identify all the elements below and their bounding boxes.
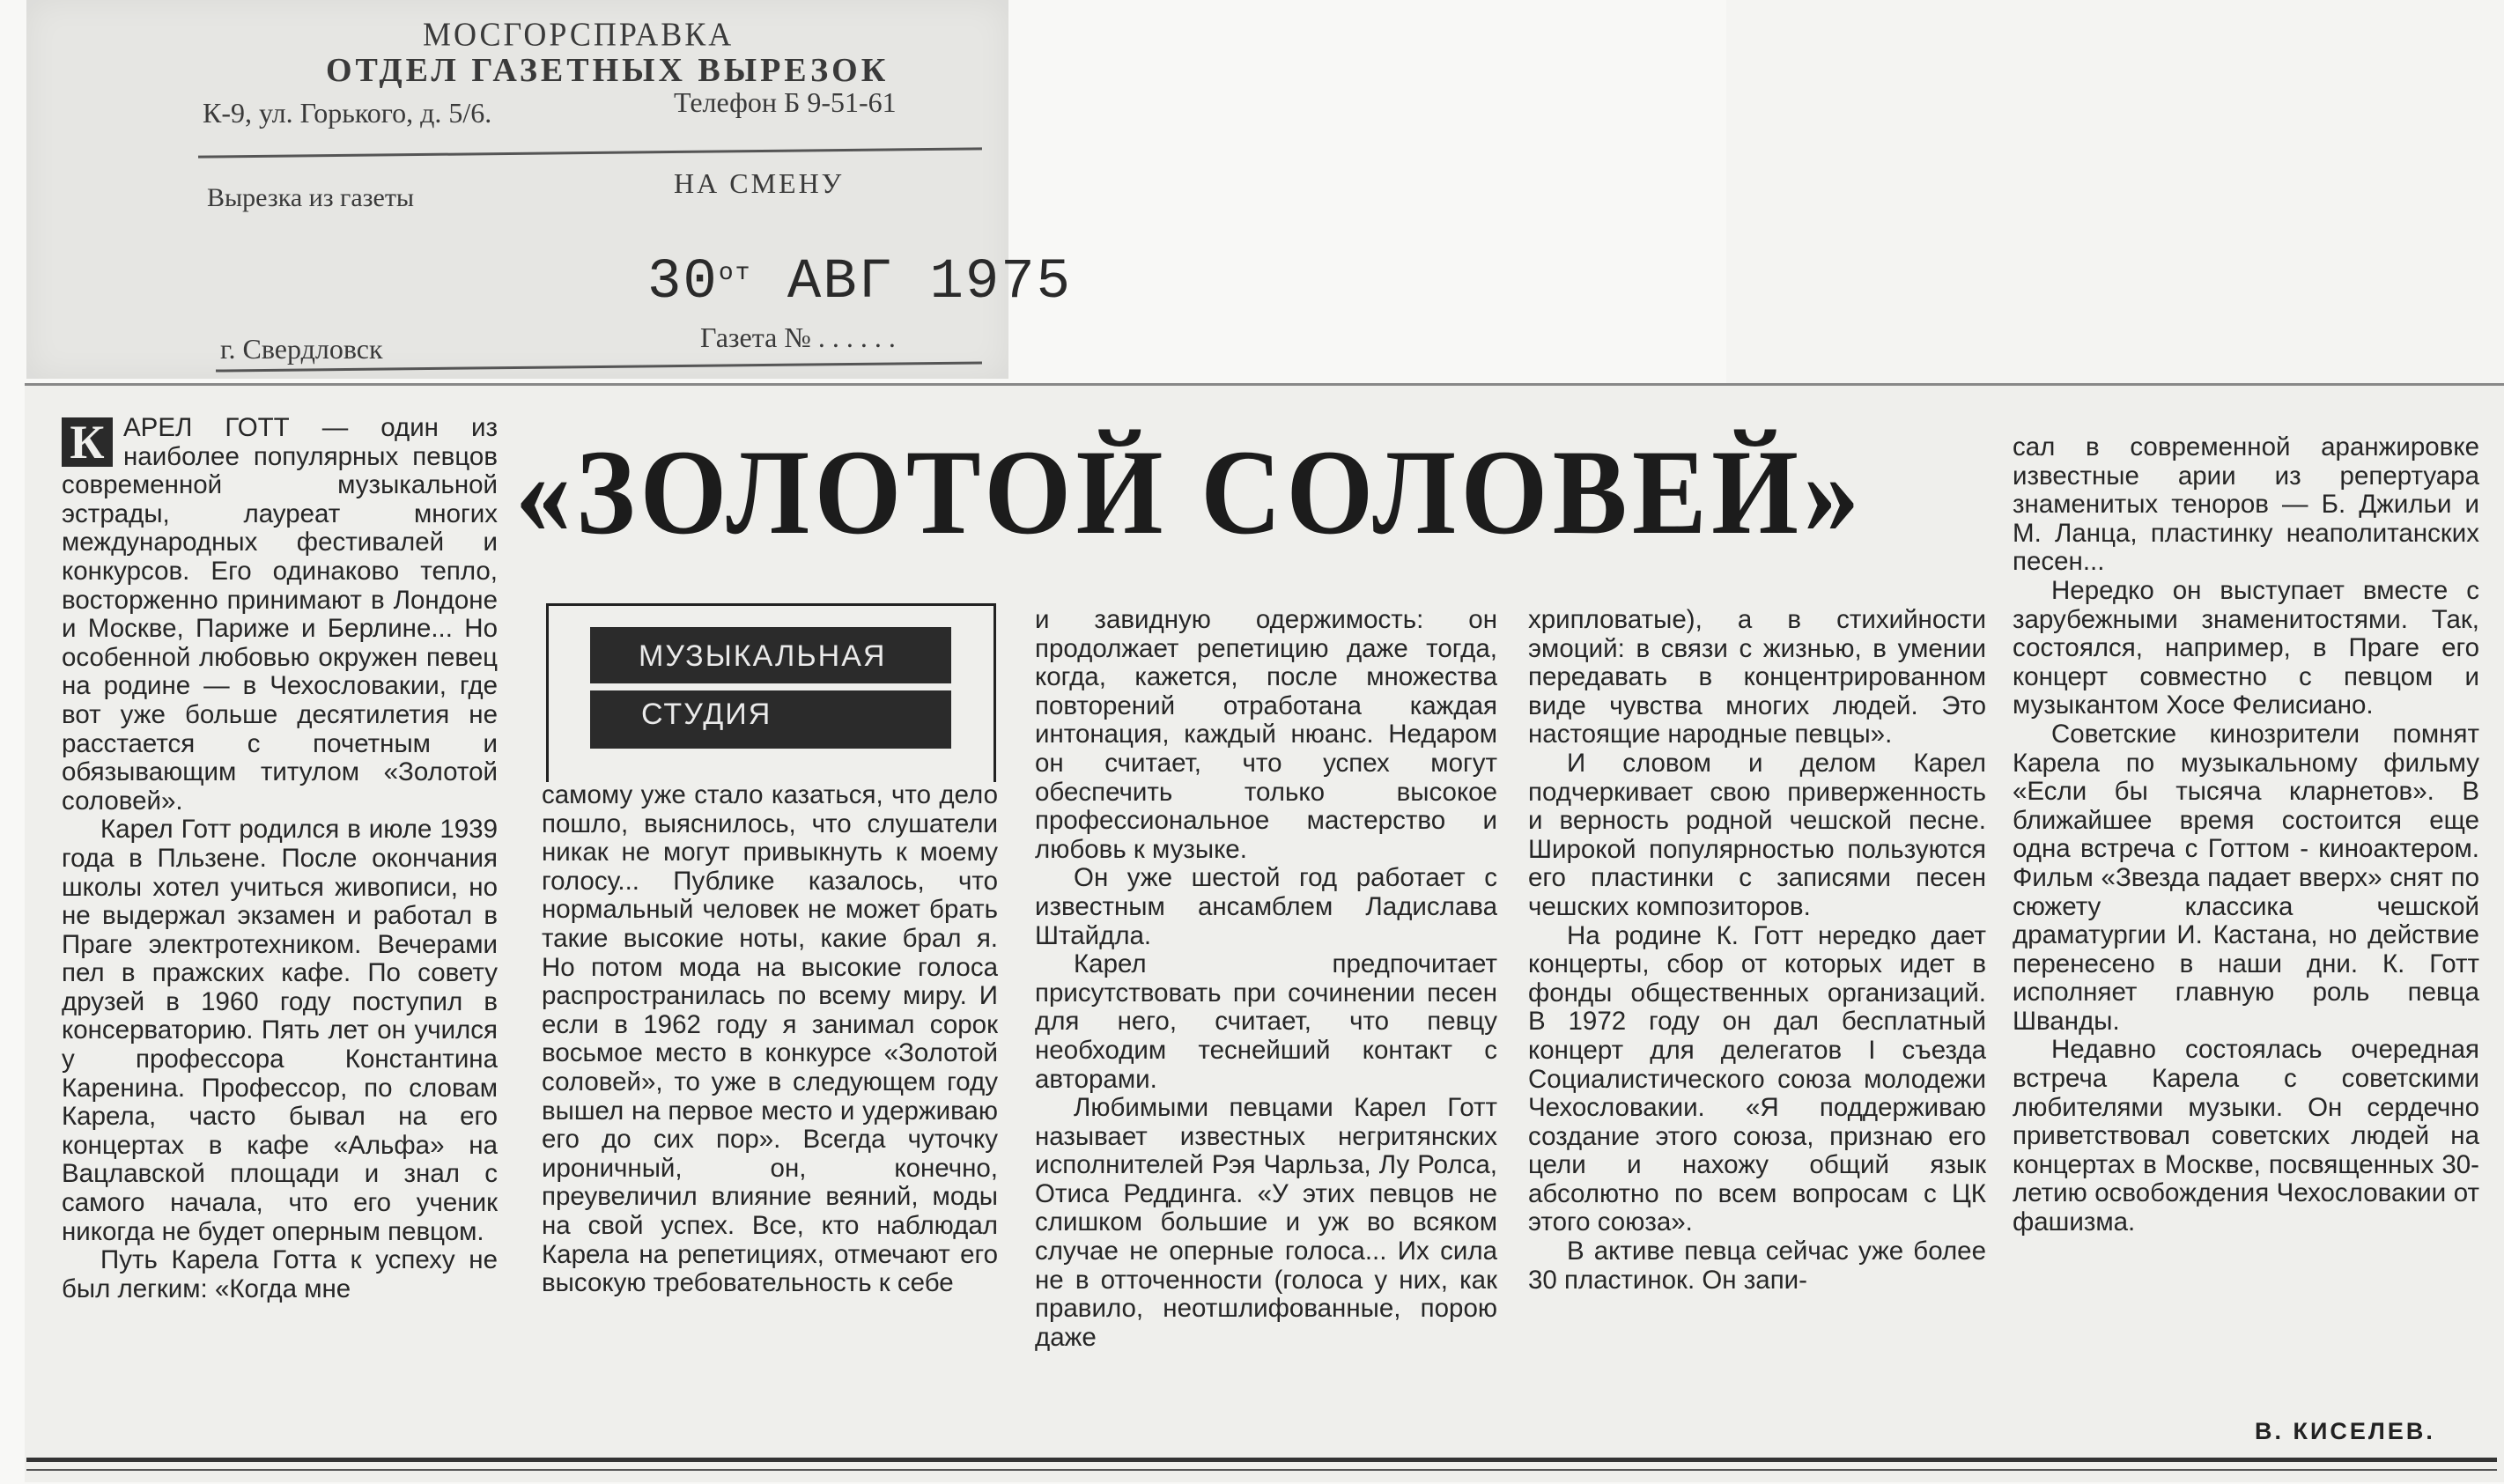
service-phone: Телефон Б 9-51-61 — [674, 86, 897, 118]
clipping-service-label — [26, 0, 1073, 379]
newspaper-name: НА СМЕНУ — [674, 167, 845, 199]
rubric-line-2: СТУДИЯ — [641, 698, 772, 731]
column-1-paragraph-3: Путь Карела Готта к успеху не был легким: «Когда мне — [62, 1245, 498, 1303]
column-5-paragraph-4: Недавно состоялась очередная встреча Карела с советскими любителями музыки. Он сердечно приветствовал советских людей на концертах в Москве, посвященных 30-летию освобождения Чехословакии от фашизма. — [2013, 1035, 2479, 1237]
city-label: г. Свердловск — [220, 333, 383, 365]
column-3-paragraph-4: Любимыми певцами Карел Готт называет известных негритянских исполнителей Рэя Чарльза, Лу Ролса, Отиса Реддинга. «У этих певцов не слишком большие и уж во всяком случае не оперные голоса... Их сила не в отточенности (голоса у них, как правило, неотшлифованные, порою даже — [1035, 1093, 1497, 1352]
article-column-1 — [62, 414, 498, 1303]
article-column-2 — [542, 781, 998, 1298]
column-3-paragraph-3: Карел предпочитает присутствовать при сочинении песен для него, считает, что певцу необходим теснейший контакт с авторами. — [1035, 949, 1497, 1094]
clip-from-label: Вырезка из газеты — [207, 183, 415, 212]
article-column-4 — [1528, 606, 1986, 1295]
rubric-box — [590, 627, 951, 749]
bottom-rule — [26, 1458, 2497, 1462]
issue-number-label: Газета № . . . . . . — [700, 321, 896, 353]
column-1-paragraph-1: АРЕЛ ГОТТ — один из наиболее популярных певцов современной музыкальной эстрады, лауреат многих международных фестивалей и конкурсов. Его одинаково тепло, восторженно принимают в Лондоне и Москве, Париже и Берлине... Но особенной любовью окружен певец на родине — в Чехословакии, где вот уже больше десятилетия не расстается с почетным и обязывающим титулом «Золотой соловей». — [62, 413, 498, 816]
service-department: ОТДЕЛ ГАЗЕТНЫХ ВЫРЕЗОК — [326, 52, 890, 89]
article-column-5 — [2013, 433, 2479, 1237]
column-5-paragraph-2: Нередко он выступает вместе с зарубежными знаменитостями. Так, состоялся, например, в Праге его концерт совместно с певцом и музыкантом Хосе Фелисиано. — [2013, 575, 2479, 720]
scan-background — [1726, 0, 2504, 388]
date-stamp-day: 30 — [647, 251, 719, 314]
column-2-paragraph-1: самому уже стало казаться, что дело пошло, выяснилось, что слушатели никак не могут привыкнуть к моему голосу... Публике казалось, что нормальный человек не может брать такие высокие ноты, какие брал я. Но потом мода на высокие голоса распространилась по всему миру. И если в 1962 году я занимал сорок восьмое место в конкурсе «Золотой соловей», то уже в следующем году вышел на первое место и удерживаю его до сих пор». Всегда чуточку ироничный, он, конечно, преувеличил влияние веяний, моды на свой успех. Все, кто наблюдал Карела на репетициях, отмечают его высокую требовательность к себе — [542, 780, 998, 1298]
rubric-line-1: МУЗЫКАЛЬНАЯ — [639, 639, 887, 673]
column-1-paragraph-2: Карел Готт родился в июле 1939 года в Пльзене. После окончания школы хотел учиться живописи, но не выдержал экзамен и работал в Праге электротехником. Вечерами пел в пражских кафе. По совету друзей в 1960 году поступил в консерваторию. Пять лет он учился у профессора Константина Каренина. Профессор, по словам Карела, часто бывал на его концертах в кафе «Альфа» на Вацлавской площади и знал с самого начала, что его ученик никогда не будет оперным певцом. — [62, 815, 498, 1246]
article-column-3 — [1035, 606, 1497, 1352]
column-4-paragraph-3: На родине К. Готт нередко дает концерты, сбор от которых идет в фонды общественных организаций. В 1972 году он дал бесплатный концерт для делегатов I съезда Социалистического союза молодежи Чехословакии. «Я поддерживаю создание этого союза, признаю его цели и нахожу общий язык абсолютно по всем вопросам с ЦК этого союза». — [1528, 920, 1986, 1237]
column-4-paragraph-4: В активе певца сейчас уже более 30 пластинок. Он запи- — [1528, 1237, 1986, 1295]
column-4-paragraph-1: хрипловатые), а в стихийности эмоций: в связи с жизнью, в умении передавать в концентрированном виде чувства многих людей. Это настоящие народные певцы». — [1528, 605, 1986, 749]
column-4-paragraph-2: И словом и делом Карел подчеркивает свою приверженность и верность родной чешской песне. Широкой популярностью пользуются его пластинки с записями песен чешских композиторов. — [1528, 748, 1986, 921]
article-headline: «ЗОЛОТОЙ СОЛОВЕЙ» — [515, 425, 1865, 559]
date-stamp — [647, 251, 1072, 314]
rubric-divider — [590, 683, 951, 690]
service-address: К-9, ул. Горького, д. 5/6. — [203, 97, 492, 129]
column-5-paragraph-3: Советские кинозрители помнят Карела по музыкальному фильму «Если бы тысяча кларнетов». В ближайшее время состоится еще одна встреча с Готтом - киноактером. Фильм «Звезда падает вверх» снят по сюжету классика чешской драматургии И. Кастана, но действие перенесено в наши дни. К. Готт исполняет главную роль певца Шванды. — [2013, 719, 2479, 1036]
column-3-paragraph-1: и завидную одержимость: он продолжает репетицию даже тогда, когда, кажется, после множества повторений отработана каждая интонация, каждый нюанс. Недаром он считает, что успех могут обеспечить только высокое профессиональное мастерство и любовь к музыке. — [1035, 605, 1497, 864]
service-org-name: МОСГОРСПРАВКА — [423, 16, 735, 53]
drop-cap: К — [62, 417, 113, 467]
column-5-paragraph-1: сал в современной аранжировке известные арии из репертуара знаменитых теноров — Б. Джильи и М. Ланца, пластинку неаполитанских песен... — [2013, 432, 2479, 577]
date-stamp-ot: от — [718, 260, 752, 287]
bottom-rule-thin — [26, 1469, 2497, 1471]
stub-divider — [198, 147, 982, 158]
date-stamp-rest: АВГ 1975 — [787, 251, 1073, 314]
column-3-paragraph-2: Он уже шестой год работает с известным ансамблем Ладислава Штайдла. — [1035, 863, 1497, 950]
author-signature: В. КИСЕЛЕВ. — [2255, 1418, 2435, 1444]
